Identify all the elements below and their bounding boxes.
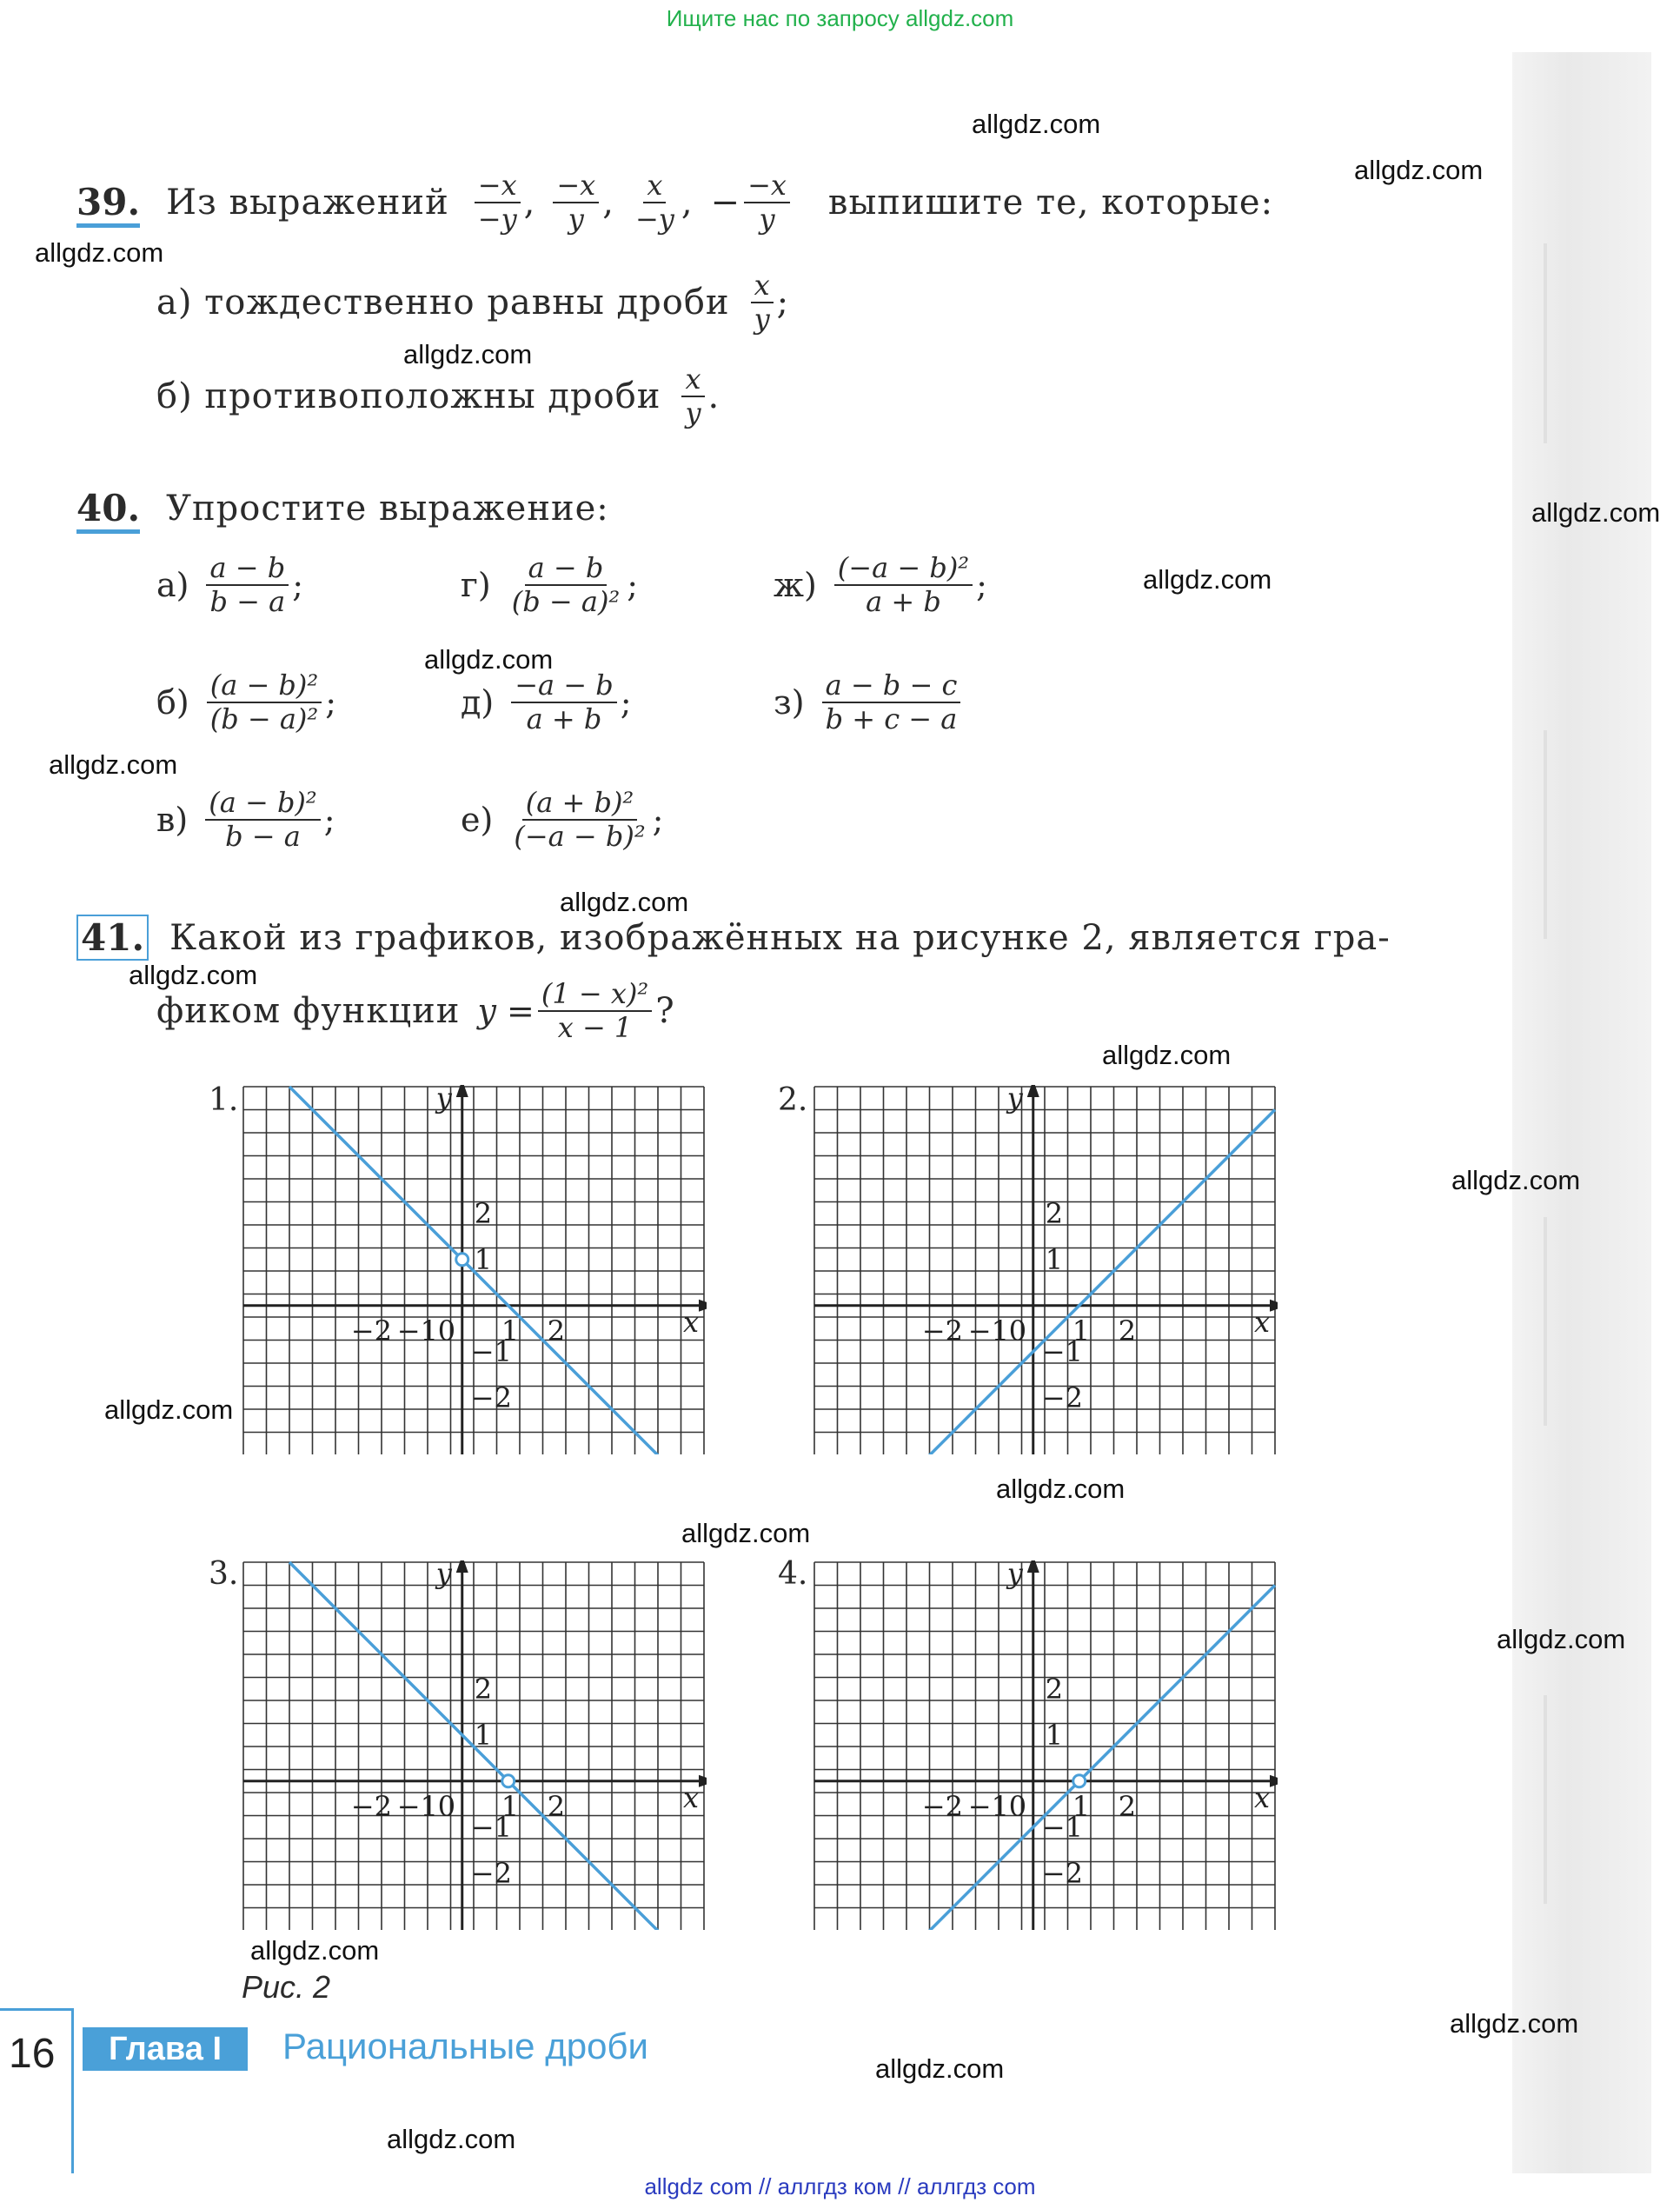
y-tick-label: −1	[470, 1334, 512, 1368]
x-tick-label: 1	[1072, 1314, 1091, 1347]
watermark[interactable]: allgdz.com	[1451, 1165, 1581, 1195]
problem-40-item: д) $\frac{-a - b}{a + b}$ ;	[461, 669, 632, 735]
origin-label: 0	[1008, 1789, 1027, 1823]
watermark[interactable]: allgdz.com	[1497, 1624, 1626, 1654]
fraction: $\frac{-x}{-y}$	[475, 170, 521, 236]
watermark[interactable]: allgdz.com	[972, 109, 1101, 139]
y-tick-label: 1	[474, 1242, 493, 1276]
problem-40-item: в) $\frac{\text{(a − b)²}}{b - a}$ ;	[156, 786, 335, 853]
watermark[interactable]: allgdz.com	[129, 960, 258, 990]
problem-39-line1: 39. Из выражений $\frac{-x}{-y}$ , $\frac{-x}{y}$ , $\frac{x}{-y}$ , − $\frac{-x}{y}$ выпишите те, которые:	[76, 169, 1274, 236]
fraction: $\frac{-x}{y}$	[744, 170, 790, 236]
problem-41-line1: 41. Какой из графиков, изображённых на рисунке 2, является гра-	[76, 915, 1391, 961]
binding-mark	[1544, 1695, 1547, 1904]
graph-label: 4.	[778, 1556, 808, 1592]
watermark[interactable]: allgdz.com	[1102, 1040, 1232, 1070]
problem-text: Из выражений	[166, 182, 449, 223]
top-banner[interactable]: Ищите нас по запросу allgdz.com	[666, 5, 1014, 31]
y-tick-label: 2	[474, 1672, 493, 1706]
graph-4	[813, 1560, 1278, 1930]
problem-40-item: б) $\frac{\text{(a − b)²}}{\text{(b − a)²}}$ ;	[156, 669, 337, 735]
watermark[interactable]: allgdz.com	[250, 1935, 380, 1966]
x-tick-label: −2	[921, 1314, 963, 1347]
y-tick-label: −1	[470, 1810, 512, 1844]
x-tick-label: 1	[1072, 1789, 1091, 1823]
x-tick-label: 2	[547, 1314, 566, 1347]
x-axis-arrow-icon	[1270, 1300, 1278, 1312]
problem-number: 39.	[76, 181, 140, 223]
x-tick-label: −1	[396, 1314, 438, 1347]
footer-rule	[0, 2008, 74, 2011]
x-axis-label: x	[1254, 1780, 1271, 1814]
fraction: $\frac{x}{-y}$	[634, 169, 674, 236]
x-tick-label: 2	[1118, 1789, 1137, 1823]
x-tick-label: −2	[350, 1789, 392, 1823]
problem-39-a: а) тождественно равны дроби $\frac{x}{y}$ ;	[156, 269, 790, 336]
graph-label: 3.	[209, 1556, 239, 1592]
x-axis-arrow-icon	[699, 1300, 707, 1312]
problem-41-line2: фиком функции y = $\frac{\text{(1 − x)²}}{x - 1}$ ?	[156, 977, 675, 1044]
y-axis-label: y	[435, 1085, 452, 1114]
fraction: $\frac{-x}{y}$	[553, 170, 599, 236]
y-tick-label: 2	[1045, 1196, 1064, 1230]
x-axis-arrow-icon	[1270, 1775, 1278, 1787]
problem-40-item: з) $\frac{a - b - c}{b + c - a}$	[774, 669, 964, 735]
x-tick-label: −1	[967, 1314, 1009, 1347]
y-axis-label: y	[1006, 1085, 1023, 1114]
problem-number: 40.	[76, 487, 140, 529]
fraction: $\frac{x}{y}$	[751, 269, 774, 336]
page-binding-shadow	[1512, 52, 1651, 2173]
watermark[interactable]: allgdz.com	[1450, 2008, 1579, 2039]
function-line	[930, 1110, 1276, 1455]
bottom-banner[interactable]: allgdz com // аллгдз ком // аллгдз com	[644, 2173, 1036, 2199]
graph-label: 2.	[778, 1082, 808, 1118]
y-tick-label: 1	[1045, 1718, 1064, 1752]
graph-1	[242, 1085, 707, 1454]
problem-40-title: 40. Упростите выражение:	[76, 487, 609, 529]
watermark[interactable]: allgdz.com	[403, 339, 533, 369]
fraction: $\frac{x}{y}$	[681, 363, 704, 429]
y-tick-label: −1	[1041, 1334, 1083, 1368]
watermark[interactable]: allgdz.com	[875, 2053, 1005, 2084]
watermark[interactable]: allgdz.com	[387, 2124, 516, 2154]
problem-40-item: ж) $\frac{\text{(−a − b)²}}{a + b}$ ;	[774, 551, 987, 618]
y-tick-label: −2	[470, 1381, 512, 1414]
watermark[interactable]: allgdz.com	[49, 749, 178, 780]
chapter-badge: Глава I	[83, 2027, 248, 2071]
watermark[interactable]: allgdz.com	[996, 1474, 1126, 1504]
watermark[interactable]: allgdz.com	[560, 887, 689, 917]
problem-39-b: б) противоположны дроби $\frac{x}{y}$ .	[156, 363, 720, 429]
fraction: $\frac{\text{(1 − x)²}}{x - 1}$	[538, 978, 652, 1044]
watermark[interactable]: allgdz.com	[1143, 564, 1272, 595]
y-axis-label: y	[435, 1560, 452, 1590]
x-axis-arrow-icon	[699, 1775, 707, 1787]
x-axis-label: x	[1254, 1305, 1271, 1339]
watermark[interactable]: allgdz.com	[424, 644, 554, 675]
origin-label: 0	[1008, 1314, 1027, 1347]
excluded-point-marker	[1073, 1775, 1086, 1787]
y-tick-label: −2	[1041, 1381, 1083, 1414]
x-tick-label: 1	[501, 1789, 520, 1823]
x-tick-label: −2	[350, 1314, 392, 1347]
watermark[interactable]: allgdz.com	[35, 237, 164, 268]
y-axis-label: y	[1006, 1560, 1023, 1590]
watermark[interactable]: allgdz.com	[1531, 497, 1661, 528]
function-line	[930, 1586, 1276, 1931]
y-tick-label: 2	[1045, 1672, 1064, 1706]
y-tick-label: 2	[474, 1196, 493, 1230]
problem-40-item: а) $\frac{a - b}{b - a}$ ;	[156, 551, 304, 618]
binding-mark	[1544, 243, 1547, 443]
excluded-point-marker	[456, 1254, 468, 1266]
origin-label: 0	[437, 1789, 456, 1823]
problem-40-item: е) $\frac{\text{(a + b)²}}{\text{(−a − b)²}}$ ;	[461, 786, 664, 853]
x-axis-label: x	[683, 1780, 700, 1814]
x-tick-label: 1	[501, 1314, 520, 1347]
binding-mark	[1544, 730, 1547, 939]
watermark[interactable]: allgdz.com	[1354, 155, 1484, 185]
y-tick-label: −2	[470, 1856, 512, 1890]
x-axis-label: x	[683, 1305, 700, 1339]
y-tick-label: 1	[474, 1718, 493, 1752]
watermark[interactable]: allgdz.com	[104, 1394, 234, 1425]
origin-label: 0	[437, 1314, 456, 1347]
x-tick-label: −1	[396, 1789, 438, 1823]
x-tick-label: 2	[547, 1789, 566, 1823]
problem-number: 41.	[76, 915, 149, 961]
graph-2	[813, 1085, 1278, 1454]
problem-40-item: г) $\frac{a - b}{\text{(b − a)²}}$ ;	[461, 551, 639, 618]
graph-3	[242, 1560, 707, 1930]
x-tick-label: −1	[967, 1789, 1009, 1823]
graph-label: 1.	[209, 1082, 239, 1118]
problem-text: выпишите те, которые:	[827, 182, 1274, 223]
watermark[interactable]: allgdz.com	[681, 1518, 811, 1548]
x-tick-label: −2	[921, 1789, 963, 1823]
footer-rule	[71, 2008, 74, 2173]
chapter-title: Рациональные дроби	[282, 2026, 648, 2066]
figure-caption: Рис. 2	[242, 1969, 331, 2005]
y-tick-label: 1	[1045, 1242, 1064, 1276]
y-tick-label: −1	[1041, 1810, 1083, 1844]
x-tick-label: 2	[1118, 1314, 1137, 1347]
binding-mark	[1544, 1217, 1547, 1426]
y-tick-label: −2	[1041, 1856, 1083, 1890]
page-number: 16	[9, 2031, 56, 2077]
excluded-point-marker	[502, 1775, 515, 1787]
